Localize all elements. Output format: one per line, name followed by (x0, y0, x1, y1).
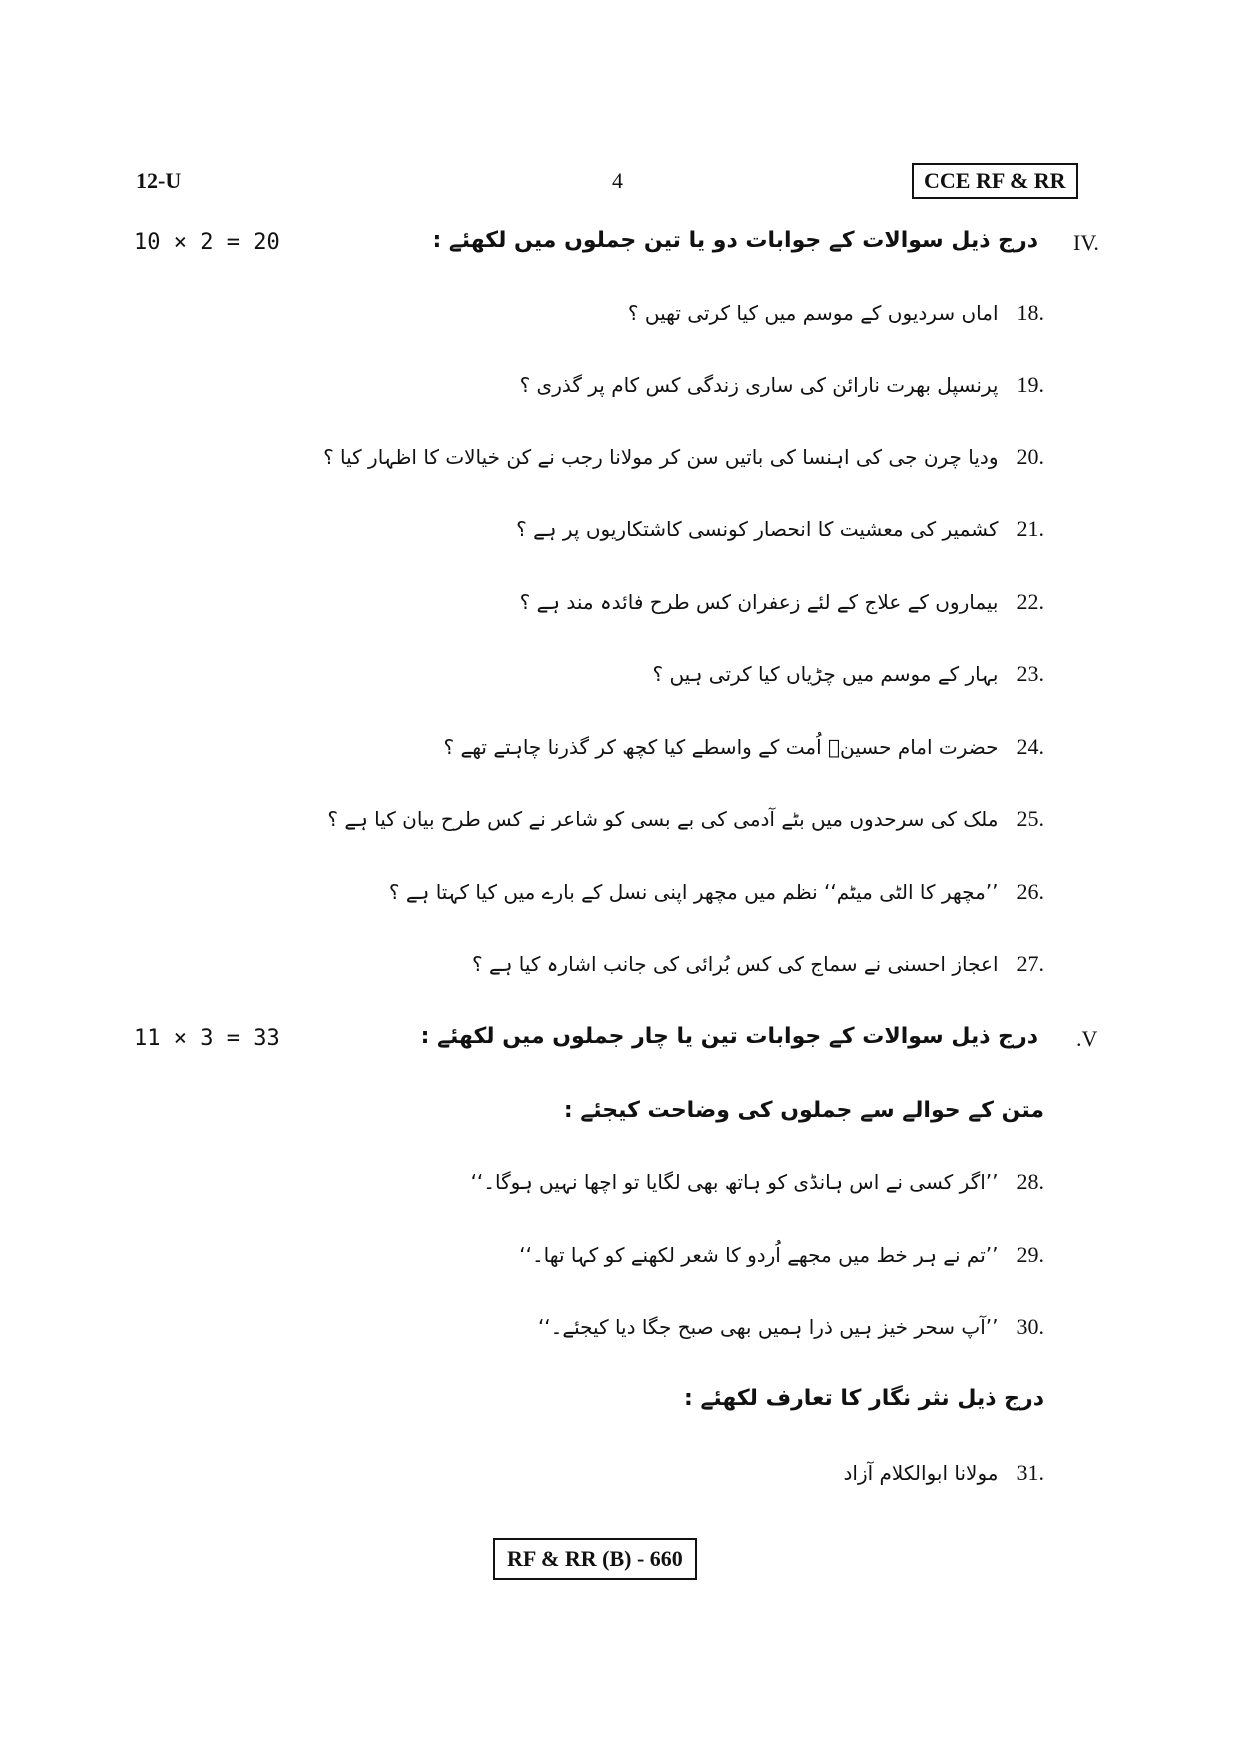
question-text: ملک کی سرحدوں میں بٹے آدمی کی بے بسی کو شاعر نے کس طرح بیان کیا ہے ؟ (327, 807, 999, 831)
question-text: مولانا ابوالکلام آزاد (843, 1461, 999, 1485)
question-number: 20. (1016, 444, 1044, 469)
question-text: بیماروں کے علاج کے لئے زعفران کس طرح فائدہ مند ہے ؟ (519, 590, 999, 614)
exam-label-box: CCE RF & RR (912, 163, 1078, 199)
question-24 (444, 734, 1044, 760)
question-19 (520, 372, 1044, 398)
page-number: 4 (612, 168, 623, 193)
paper-code: 12-U (136, 168, 182, 193)
question-number: 25. (1016, 806, 1044, 831)
question-text: بہار کے موسم میں چڑیاں کیا کرتی ہیں ؟ (652, 662, 999, 686)
footer-code-box: RF & RR (B) - 660 (493, 1538, 697, 1580)
question-text: ’’تم نے ہر خط میں مجھے اُردو کا شعر لکھنے کو کہا تھا۔‘‘ (519, 1243, 999, 1267)
section-iv-marks: 10 × 2 = 20 (134, 230, 280, 255)
question-26 (389, 879, 1044, 905)
question-18 (628, 300, 1044, 326)
question-number: 19. (1016, 372, 1044, 397)
question-text: ’’اگر کسی نے اس ہانڈی کو ہاتھ بھی لگایا تو اچھا نہیں ہوگا۔‘‘ (470, 1170, 999, 1194)
question-29 (519, 1242, 1044, 1268)
question-number: 24. (1016, 734, 1044, 759)
section-v-number: .V (1076, 1026, 1098, 1051)
question-text: ’’مچھر کا الٹی میٹم‘‘ نظم میں مچھر اپنی نسل کے بارے میں کیا کہتا ہے ؟ (388, 880, 999, 904)
question-22 (520, 589, 1044, 615)
section-v-instruction: درج ذیل سوالات کے جوابات تین یا چار جملوں میں لکھئے : (420, 1024, 1038, 1049)
question-number: 23. (1016, 661, 1044, 686)
question-text: حضرت امام حسینؓ اُمت کے واسطے کیا کچھ کر گذرنا چاہتے تھے ؟ (443, 735, 999, 759)
question-number: 18. (1016, 300, 1044, 325)
question-text: اماں سردیوں کے موسم میں کیا کرتی تھیں ؟ (627, 301, 999, 325)
question-30 (538, 1314, 1044, 1340)
section-v-sub-instruction-2: درج ذیل نثر نگار کا تعارف لکھئے : (684, 1386, 1044, 1411)
question-number: 31. (1016, 1460, 1044, 1485)
question-text: پرنسپل بھرت نارائن کی ساری زندگی کس کام پر گذری ؟ (519, 373, 999, 397)
question-number: 29. (1016, 1242, 1044, 1267)
section-v-sub-instruction-1: متن کے حوالے سے جملوں کی وضاحت کیجئے : (563, 1098, 1044, 1123)
question-number: 28. (1016, 1169, 1044, 1194)
section-iv-number: IV. (1073, 230, 1099, 255)
section-v-marks: 11 × 3 = 33 (134, 1026, 280, 1051)
question-21 (516, 516, 1044, 542)
question-28 (471, 1169, 1044, 1195)
question-number: 27. (1016, 951, 1044, 976)
section-iv-instruction: درج ذیل سوالات کے جوابات دو یا تین جملوں میں لکھئے : (432, 228, 1038, 253)
question-number: 30. (1016, 1314, 1044, 1339)
question-number: 22. (1016, 589, 1044, 614)
question-text: ’’آپ سحر خیز ہیں ذرا ہمیں بھی صبح جگا دیا کیجئے۔‘‘ (537, 1315, 999, 1339)
question-number: 21. (1016, 516, 1044, 541)
question-25 (327, 806, 1044, 832)
question-23 (652, 661, 1044, 687)
question-number: 26. (1016, 879, 1044, 904)
question-27 (472, 951, 1044, 977)
question-text: کشمیر کی معشیت کا انحصار کونسی کاشتکاریوں پر ہے ؟ (516, 517, 999, 541)
question-text: ودیا چرن جی کی اہنسا کی باتیں سن کر مولانا رجب نے کن خیالات کا اظہار کیا ؟ (323, 445, 999, 469)
question-text: اعجاز احسنی نے سماج کی کس بُرائی کی جانب اشارہ کیا ہے ؟ (472, 952, 999, 976)
question-31 (844, 1460, 1044, 1486)
question-20 (323, 444, 1044, 470)
